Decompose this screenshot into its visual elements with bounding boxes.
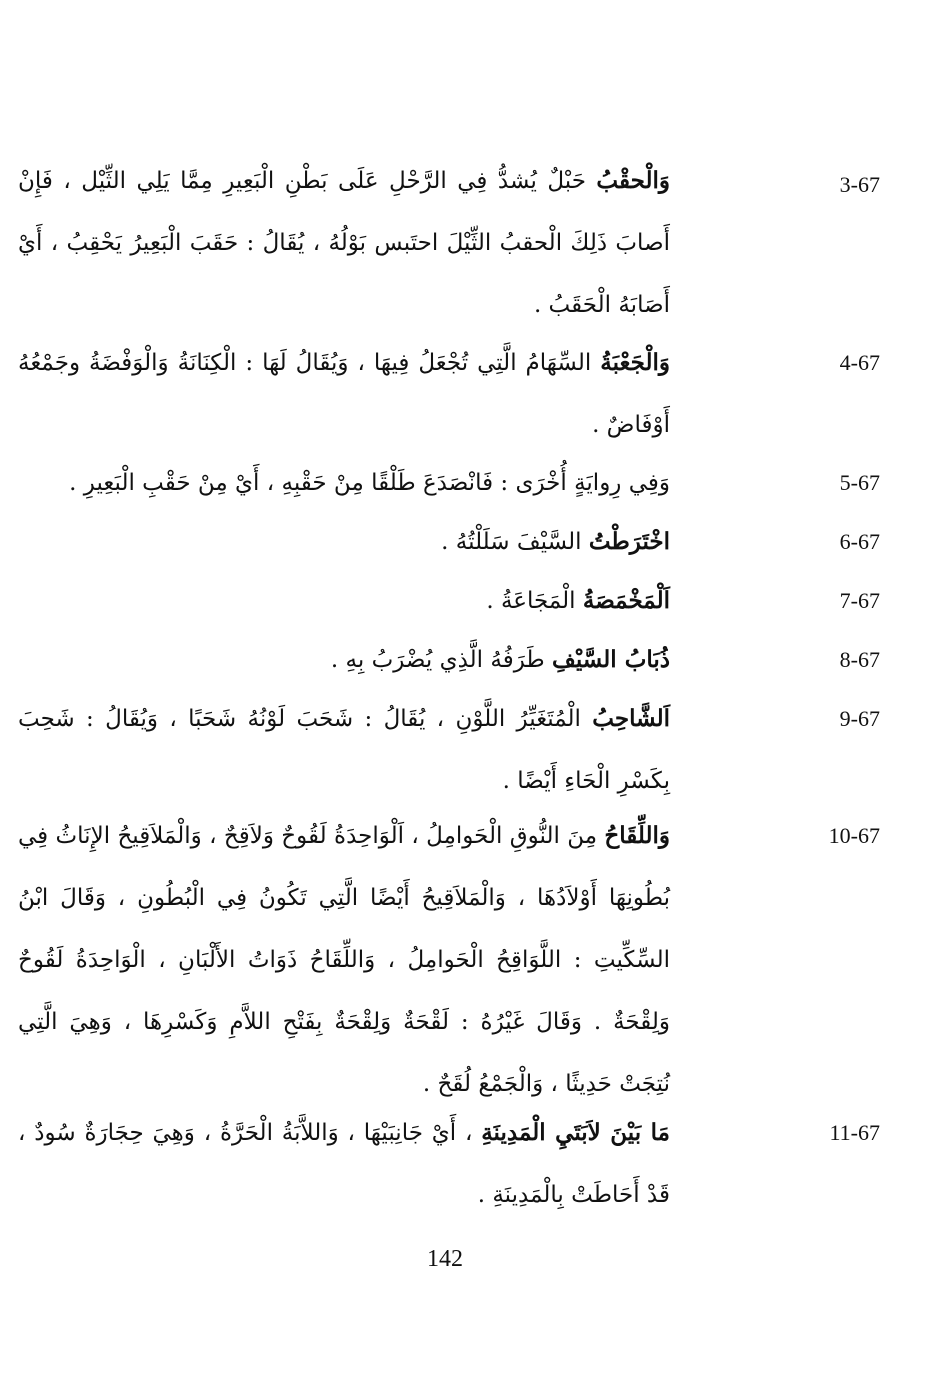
- entry-definition: السَّيْفَ سَلَلْتُهُ .: [441, 529, 582, 555]
- entry-term: وَالْجَعْبَةُ: [600, 349, 670, 376]
- entry-term: اَلْمَخْمَصَةُ: [582, 587, 670, 614]
- entry-text: [18, 805, 670, 1115]
- entry-definition: السِّهَامُ الَّتِي تُجْعَلُ فِيهَا ، وَيُقَالُ لَهَا : الْكِنَانَةُ وَالْوَفْضَةُ وجَمْعُهُ أَوْفَاضٌ .: [18, 350, 670, 438]
- page-number: 142: [427, 1246, 463, 1272]
- entry-definition: وَفِي رِوايَةٍ أُخْرَى : فَانْصَدَعَ طَلْقًا مِنْ حَقْبِهِ ، أَيْ مِنْ حَقْبِ الْبَعِيرِ .: [69, 470, 670, 496]
- entry-definition: الْمُتَغَيِّرُ اللَّوْنِ ، يُقَالُ : شَحَبَ لَوْنُهُ شَحَبًا ، وَيُقَالُ : شَحِبَ بِكَسْرِ الْحَاءِ أَيْضًا .: [18, 706, 670, 794]
- entry-text: [18, 511, 670, 573]
- entry-number: 5-67: [839, 470, 880, 495]
- entry-number: 11-67: [829, 1120, 880, 1145]
- entry-term: ذُبَابُ السَّيْفِ: [552, 646, 670, 673]
- entry-definition: طَرَفُهُ الَّذِي يُضْرَبُ بِهِ .: [330, 647, 545, 673]
- entry-text: [18, 150, 670, 336]
- entry-number: 8-67: [839, 647, 880, 672]
- entry-definition: مِنَ النُّوقِ الْحَوامِلُ ، اَلْوَاحِدَةُ لَقُوحٌ وَلاَقِحٌ ، وَالْمَلاَقِيحُ الإِنَاثُ فِي بُطُونِهَا أَوْلاَدُهَا ، وَالْمَلاَقِيحُ أَيْضًا الَّتِي تَكُونُ فِي الْبُطُونِ ، وَقَالَ ابْنُ السِّكِّيتِ : اللَّوَاقِحُ الْحَوامِلُ ، وَاللِّقَاحُ ذَوَاتُ الأَلْبَانِ ، الْوَاحِدَةُ لَقُوحٌ وَلِقْحَةٌ . وَقَالَ غَيْرُهُ : لَقْحَةٌ وَلِقْحَةٌ بِفَتْحِ اللاَّمِ وَكَسْرِهَا ، وَهِيَ الَّتِي نُتِجَتْ حَدِيثًا ، وَالْجَمْعُ لُقَحٌ .: [18, 823, 670, 1097]
- entry-text: [18, 688, 670, 812]
- entry-number: 9-67: [839, 706, 880, 731]
- entry-definition: الْمَجَاعَةُ .: [486, 588, 576, 614]
- entry-text: [18, 452, 670, 514]
- entry-text: [18, 570, 670, 632]
- entry-definition: حَبْلٌ يُشدُّ فِي الرَّحْلِ عَلَى بَطْنِ الْبَعِيرِ مِمَّا يَلِي الثِّيْل ، فَإِنْ أَصابَ ذَلِكَ الْحقبُ الثِّيْلَ احتَبس بَوْلُهُ ، يُقَالُ : حَقَبَ الْبَعِيرُ يَحْقِبُ ، أَيْ أَصَابَهُ الْحَقَبُ .: [18, 168, 670, 318]
- entry-term: مَا بَيْنَ لاَبَتَيِ الْمَدِينَةِ: [481, 1119, 670, 1146]
- entry-term: وَالْحقْبُ: [596, 167, 670, 194]
- entry-term: اَلشَّاحِبُ: [592, 705, 671, 732]
- entry-number: 3-67: [839, 172, 880, 197]
- entry-text: [18, 332, 670, 456]
- entry-term: اخْتَرَطْتُ: [588, 528, 670, 555]
- entry-number: 4-67: [839, 350, 880, 375]
- entry-text: [18, 1102, 670, 1226]
- entry-definition: ، أَيْ جَانِبَيْهَا ، وَاللاَّبَةُ الْحَرَّةُ ، وَهِيَ حِجَارَةٌ سُودٌ ، قَدْ أَحَاطَتْ بِالْمَدِينَةِ .: [18, 1120, 670, 1208]
- entry-term: وَاللِّقَاحُ: [604, 822, 671, 849]
- entry-number: 10-67: [828, 823, 880, 848]
- entry-number: 6-67: [839, 529, 880, 554]
- entry-number: 7-67: [839, 588, 880, 613]
- entry-text: [18, 629, 670, 691]
